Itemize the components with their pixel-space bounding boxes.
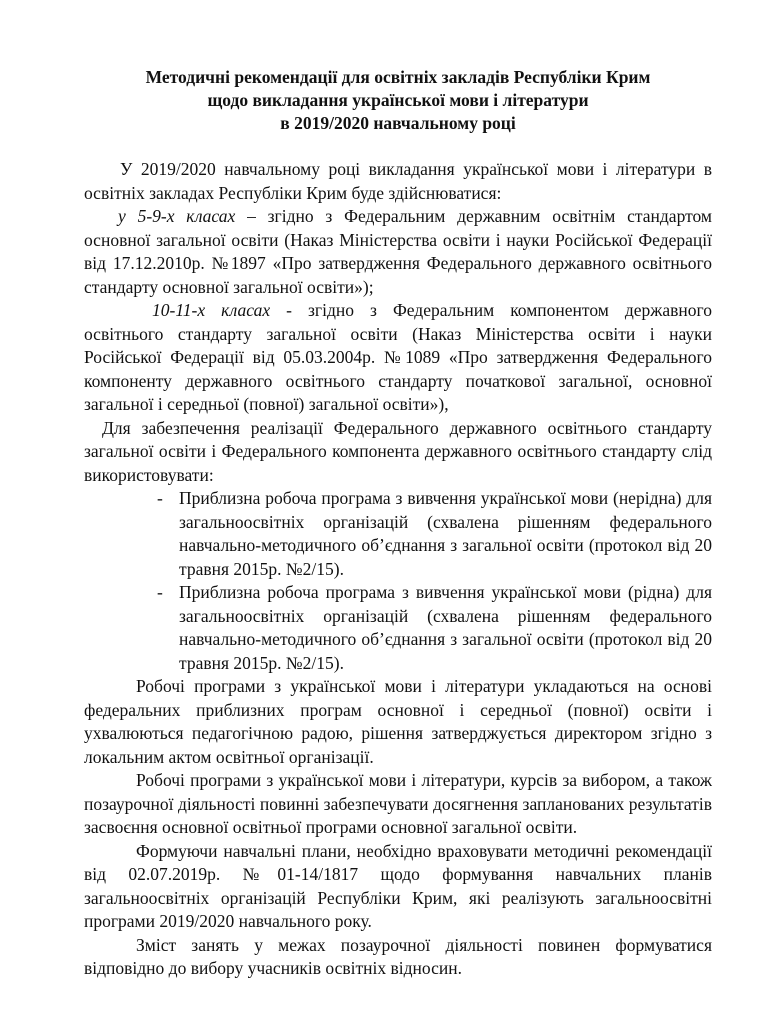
- grades-10-11-label: 10-11-х класах: [152, 300, 271, 320]
- grades-5-9-paragraph: [84, 205, 712, 299]
- plans-paragraph: Формуючи навчальні плани, необхідно враховувати методичні рекомендації від 02.07.2019р. №01-14/1817 щодо формування навчальних планів загальноосвітніх організацій Республіки Крим, які реалізують загальноосвітні програми 2019/2020 навчального року.: [84, 840, 712, 931]
- grades-10-11-text: - згідно з Федеральним компонентом державного освітнього стандарту загальної освіти (Наказ Міністерства освіти і науки Російської Федерації від 05.03.2004р. №1089 «Про затвердження Федерального компоненту державного освітнього стандарту початкової загальної, основної загальної і середньої (повної) загальної освіти»),: [84, 300, 712, 414]
- document-page: [84, 66, 712, 981]
- document-title: [84, 66, 712, 135]
- grades-5-9-label: у 5-9-х класах: [118, 206, 236, 226]
- intro-paragraph: У 2019/2020 навчальному році викладання української мови і літератури в освітніх закладах Республіки Крим буде здійснюватися:: [84, 159, 712, 203]
- title-line-1: Методичні рекомендації для освітніх закладів Республіки Крим: [145, 67, 651, 87]
- list-item: - Приблизна робоча програма з вивчення української мови (рідна) для загальноосвітніх організацій (схвалена рішенням федерального навчально-методичного об’єднання з загальної освіти (протокол від 20 травня 2015р. №2/15).: [179, 581, 712, 675]
- work-programs-paragraph: Робочі програми з української мови і літератури укладаються на основі федеральних приблизних програм основної і середньої (повної) освіти і ухвалюються педагогічною радою, рішення затверджується директором згідно з локальним актом освітньої організації.: [84, 676, 712, 767]
- grades-5-9-text: – згідно з Федеральним державним освітнім стандартом основної загальної освіти (Наказ Міністерства освіти і науки Російської Федерації від 17.12.2010р. №1897 «Про затвердження Федерального державного освітнього стандарту основної загальної освіти»);: [84, 206, 712, 297]
- grades-10-11-paragraph: [84, 299, 712, 417]
- list-item: - Приблизна робоча програма з вивчення української мови (нерідна) для загальноосвітніх організацій (схвалена рішенням федерального навчально-методичного об’єднання з загальної освіти (протокол від 20 травня 2015р. №2/15).: [179, 487, 712, 581]
- title-line-3: в 2019/2020 навчальному році: [280, 113, 516, 133]
- results-paragraph: Робочі програми з української мови і літератури, курсів за вибором, а також позаурочної діяльності повинні забезпечувати досягнення запланованих результатів засвоєння основної освітньої програми основної загальної освіти.: [84, 770, 712, 837]
- purpose-paragraph: Для забезпечення реалізації Федерального державного освітнього стандарту загальної освіти і Федерального компонента державного освітнього стандарту слід використовувати:: [84, 417, 712, 485]
- title-line-2: щодо викладання української мови і літератури: [207, 90, 589, 110]
- programs-list: [84, 487, 712, 675]
- spacer: [84, 135, 712, 158]
- extracurricular-paragraph: Зміст занять у межах позаурочної діяльності повинен формуватися відповідно до вибору учасників освітніх відносин.: [84, 934, 712, 978]
